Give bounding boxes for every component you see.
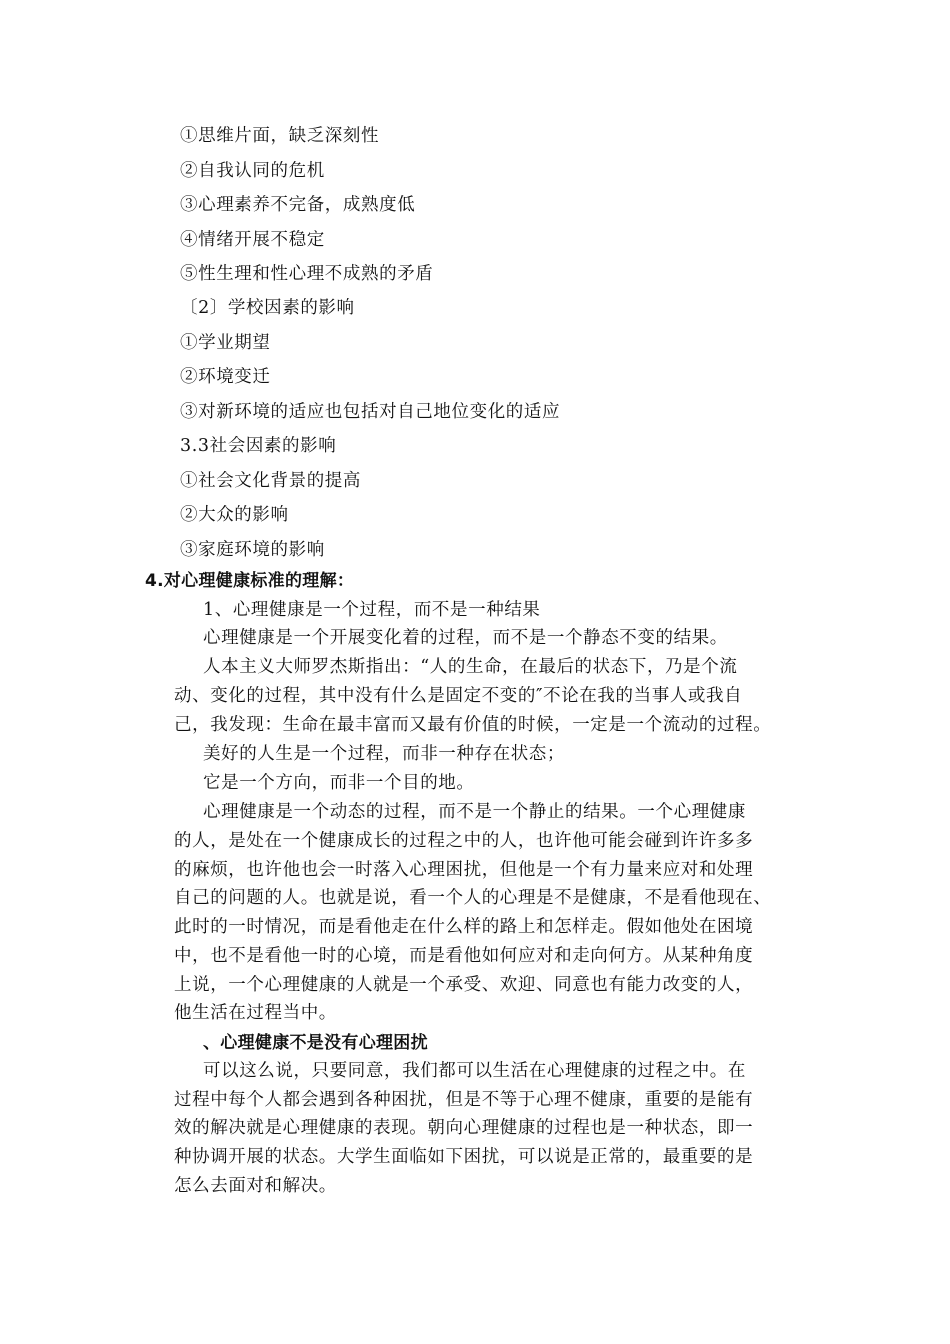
list-item: ③对新环境的适应也包括对自己地位变化的适应 (180, 402, 561, 422)
social-factors-heading: 3.3社会因素的影响 (180, 436, 337, 456)
point-2-heading: 、心理健康不是没有心理困扰 (203, 1033, 428, 1053)
paragraph: 美好的人生是一个过程，而非一种存在状态； (203, 744, 565, 764)
paragraph-line: 人本主义大师罗杰斯指出：“人的生命，在最后的状态下，乃是个流 (203, 657, 738, 677)
paragraph-line: 过程中每个人都会遇到各种困扰，但是不等于心理不健康，重要的是能有 (174, 1090, 754, 1110)
paragraph-line: 心理健康是一个动态的过程，而不是一个静止的结果。一个心理健康 (203, 802, 746, 822)
paragraph-line: 自己的问题的人。也就是说，看一个人的心理是不是健康，不是看他现在、 (174, 888, 772, 908)
paragraph: 心理健康是一个开展变化着的过程，而不是一个静态不变的结果。 (203, 628, 728, 648)
paragraph: 它是一个方向，而非一个目的地。 (203, 773, 475, 793)
list-item: ①社会文化背景的提高 (180, 471, 361, 491)
point-1-heading: 1、心理健康是一个过程，而不是一种结果 (203, 600, 541, 620)
paragraph-line: 的麻烦，也许他也会一时落入心理困扰，但他是一个有力量来应对和处理 (174, 860, 754, 880)
list-item: ①学业期望 (180, 333, 271, 353)
school-factors-heading: 〔2〕学校因素的影响 (180, 298, 355, 318)
paragraph-line: 上说，一个心理健康的人就是一个承受、欢迎、同意也有能力改变的人， (174, 975, 754, 995)
list-item: ③家庭环境的影响 (180, 540, 325, 560)
paragraph-line: 怎么去面对和解决。 (174, 1176, 337, 1196)
paragraph-line: 效的解决就是心理健康的表现。朝向心理健康的过程也是一种状态，即一 (174, 1118, 754, 1138)
section-4-title: 4.对心理健康标准的理解： (145, 571, 355, 591)
list-item: ③心理素养不完备，成熟度低 (180, 195, 416, 215)
paragraph-line: 种协调开展的状态。大学生面临如下困扰，可以说是正常的，最重要的是 (174, 1147, 754, 1167)
list-item: ②自我认同的危机 (180, 161, 325, 181)
paragraph-line: 动、变化的过程，其中没有什么是固定不变的″不论在我的当事人或我自 (174, 686, 743, 706)
paragraph-line: 此时的一时情况，而是看他走在什么样的路上和怎样走。假如他处在困境 (174, 917, 754, 937)
list-item: ①思维片面，缺乏深刻性 (180, 126, 380, 146)
paragraph-line: 的人，是处在一个健康成长的过程之中的人，也许他可能会碰到许许多多 (174, 831, 754, 851)
paragraph-line: 他生活在过程当中。 (174, 1003, 337, 1023)
list-item: ②大众的影响 (180, 505, 289, 525)
paragraph-line: 可以这么说，只要同意，我们都可以生活在心理健康的过程之中。在 (203, 1061, 746, 1081)
paragraph-line: 中，也不是看他一时的心境，而是看他如何应对和走向何方。从某种角度 (174, 946, 754, 966)
paragraph-line: 己，我发现：生命在最丰富而又最有价值的时候，一定是一个流动的过程。 (174, 715, 772, 735)
list-item: ④情绪开展不稳定 (180, 230, 325, 250)
list-item: ⑤性生理和性心理不成熟的矛盾 (180, 264, 434, 284)
list-item: ②环境变迁 (180, 367, 271, 387)
